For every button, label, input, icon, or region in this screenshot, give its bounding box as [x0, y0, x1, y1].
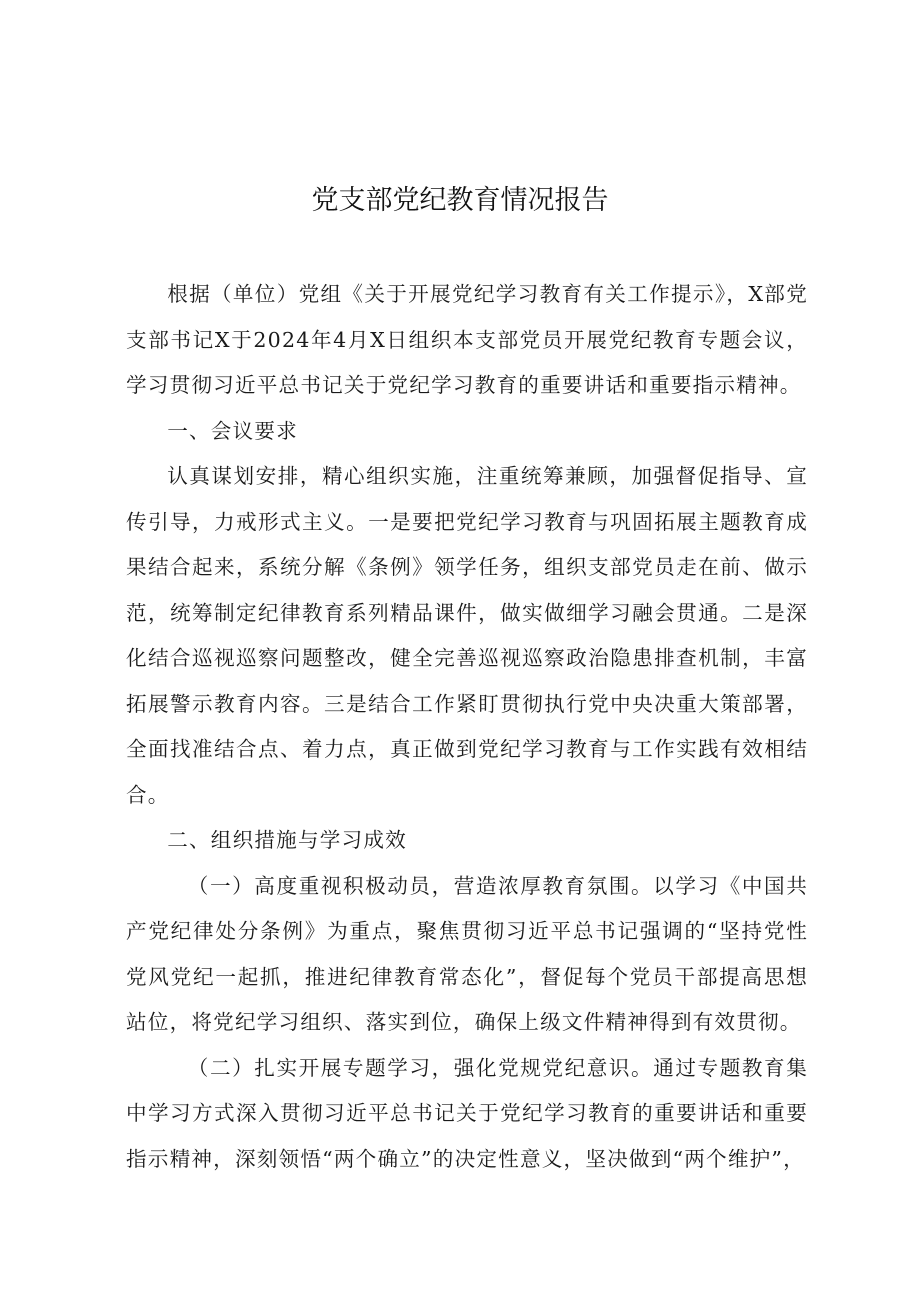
document-body	[126, 272, 808, 1182]
section-heading-measures-results: 二、组织措施与学习成效	[167, 828, 407, 852]
meeting-requirements-paragraph: 认真谋划安排，精心组织实施，注重统筹兼顾，加强督促指导、宣传引导，力戒形式主义。一是要把党纪学习教育与巩固拓展主题教育成果结合起来，系统分解《条例》领学任务，组织支部党员走在前、做示范，统筹制定纪律教育系列精品课件，做实做细学习融会贯通。二是深化结合巡视巡察问题整改，健全完善巡视巡察政治隐患排查机制，丰富拓展警示教育内容。三是结合工作紧盯贯彻执行党中央决重大策部署，全面找准结合点、着力点，真正做到党纪学习教育与工作实践有效相结合。	[126, 464, 808, 807]
intro-paragraph: 根据（单位）党组《关于开展党纪学习教育有关工作提示》，X部党支部书记X于2024年4月X日组织本支部党员开展党纪教育专题会议，学习贯彻习近平总书记关于党纪学习教育的重要讲话和重要指示精神。	[126, 282, 808, 397]
measure-paragraph-2: （二）扎实开展专题学习，强化党规党纪意识。通过专题教育集中学习方式深入贯彻习近平总书记关于党纪学习教育的重要讲话和重要指示精神，深刻领悟“两个确立”的决定性意义，坚决做到“两个维护”，	[126, 1055, 808, 1171]
document-title: 党支部党纪教育情况报告	[311, 185, 609, 216]
section-heading-meeting-requirements: 一、会议要求	[167, 418, 298, 443]
measure-paragraph-1: （一）高度重视积极动员，营造浓厚教育氛围。以学习《中国共产党纪律处分条例》为重点，聚焦贯彻习近平总书记强调的“坚持党性党风党纪一起抓，推进纪律教育常态化”，督促每个党员干部提高思想站位，将党纪学习组织、落实到位，确保上级文件精神得到有效贯彻。	[126, 873, 808, 1034]
